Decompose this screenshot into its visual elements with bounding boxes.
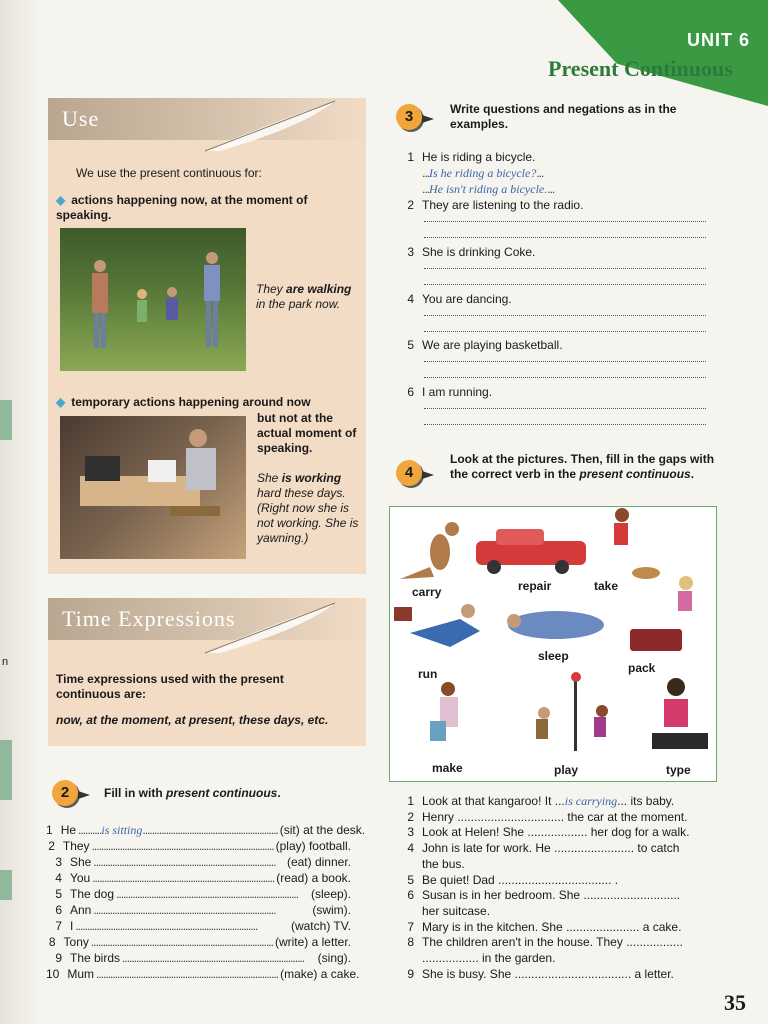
ex2-item: 8 Tony .............................................................................. (write) a letter. [48, 935, 351, 949]
label-type: type [666, 763, 691, 777]
label-take: take [594, 579, 619, 593]
time-intro: Time expressions used with the present continuous are: [56, 672, 284, 701]
exercise-3-title: Write questions and negations as in the examples. [450, 102, 677, 131]
label-play: play [554, 763, 579, 777]
ex4-item: 1 Look at that kangaroo! It ...is carrying... its baby. [407, 794, 675, 808]
ex2-item: 2 They .............................................................................. (play) football. [48, 839, 351, 853]
ex4-item: ................. in the garden. [422, 951, 556, 965]
ex4-item: 4 John is late for work. He ........................ to catch [407, 841, 680, 856]
label-carry: carry [412, 585, 442, 599]
use-point-2: ◆ temporary actions happening around now [56, 395, 311, 409]
use-point-2-cont: but not at the actual moment of speaking. [257, 411, 357, 455]
ex2-item: 4 You .............................................................................. (read) a book. [55, 871, 351, 885]
ex4-item: 8 The children aren't in the house. They ................. [407, 935, 683, 950]
answer-line[interactable] [424, 331, 706, 332]
ex4-item: 3 Look at Helen! She .................. her dog for a walk. [407, 825, 690, 840]
ex4-item: 5 Be quiet! Dad .................................. . [407, 872, 619, 887]
unit-title: Present Continuous [548, 56, 733, 81]
ex4-item: her suitcase. [422, 903, 491, 918]
time-heading: Time Expressions [62, 606, 236, 631]
ex2-item: 6 Ann .............................................................................. (swim). [55, 903, 351, 917]
page-number: 35 [724, 990, 746, 1015]
exercise-4-pictures [389, 506, 717, 782]
exercise-4-title: Look at the pictures. Then, fill in the gaps with the correct verb in the present continuous. [450, 452, 715, 481]
ex2-item: 9 The birds .............................................................................. (sing). [55, 951, 351, 965]
answer-field[interactable]: .............................................................................. [116, 887, 299, 901]
feather-pen-icon [200, 96, 340, 156]
kangaroo-picture [400, 522, 459, 579]
answer-field[interactable]: .............................................................................. [92, 871, 275, 885]
time-examples: now, at the moment, at present, these days, etc. [56, 713, 329, 727]
answer-line[interactable] [424, 315, 706, 316]
use-heading: Use [62, 106, 100, 131]
ex4-item: 7 Mary is in the kitchen. She ...................... a cake. [407, 919, 682, 934]
packing-girl-picture [630, 576, 693, 651]
margin-tab-mark [0, 400, 12, 440]
use-intro: We use the present continuous for: [76, 166, 262, 180]
answer-field[interactable]: .............................................................................. [96, 967, 279, 981]
answer-line[interactable] [424, 424, 706, 425]
label-pack: pack [628, 661, 656, 675]
answer-line[interactable] [424, 268, 706, 269]
ex2-item: 10 Mum .............................................................................. (make) a cake. [46, 967, 360, 981]
car-picture [476, 529, 586, 574]
exercise-3-badge: 3 [396, 104, 422, 130]
answer-field[interactable]: is sitting [101, 823, 143, 837]
answer-line[interactable] [424, 284, 706, 285]
ex2-item: 1 He .......... is sitting .......................................................... (sit) at the desk. [46, 823, 366, 837]
answer-line[interactable] [424, 361, 706, 362]
exercise-4-badge: 4 [396, 460, 422, 486]
ex2-item: 7 I .............................................................................. (watch) TV. [55, 919, 351, 933]
unit-banner [558, 0, 768, 106]
answer-field[interactable]: .............................................................................. [122, 951, 305, 965]
answer-field[interactable]: .............................................................................. [90, 935, 273, 949]
label-sleep: sleep [538, 649, 569, 663]
ex3-item: 4 You are dancing. [407, 292, 512, 306]
answer-field[interactable]: .............................................................................. [91, 839, 274, 853]
running-man-picture [394, 604, 480, 647]
basketball-picture [536, 672, 608, 751]
photo-family-walking [60, 228, 246, 371]
sleeping-man-picture [507, 611, 604, 639]
diamond-bullet-icon: ◆ [56, 395, 66, 409]
margin-letter: n [2, 656, 9, 668]
answer-field[interactable]: .............................................................................. [93, 855, 276, 869]
ex3-item: 3 She is drinking Coke. [407, 245, 536, 259]
girl-with-dog-picture [614, 508, 660, 579]
making-cake-picture [430, 682, 458, 741]
answer-field[interactable]: .............................................................................. [75, 919, 258, 933]
margin-tab-mark [0, 740, 12, 800]
ex3-item: 2 They are listening to the radio. [407, 198, 584, 212]
caption-working: She is working hard these days. (Right now she is not working. She is yawning.) [257, 471, 359, 545]
caption-walking: They are walking in the park now. [256, 282, 352, 311]
answer-field[interactable]: .............................................................................. [93, 903, 276, 917]
photo-woman-at-desk [60, 416, 246, 559]
diamond-bullet-icon: ◆ [56, 193, 66, 207]
typing-woman-picture [652, 678, 708, 749]
label-run: run [418, 667, 438, 681]
answer-line[interactable] [424, 237, 706, 238]
ex2-item: 3 She .............................................................................. (eat) dinner. [55, 855, 351, 869]
exercise-2-badge: 2 [52, 780, 78, 806]
ex3-item-1: 1 He is riding a bicycle. [407, 150, 536, 164]
answer-field[interactable]: is carrying [564, 794, 618, 808]
ex4-item: 9 She is busy. She ................................... a letter. [407, 966, 674, 981]
ex4-item: 2 Henry ................................ the car at the moment. [407, 809, 688, 824]
ex3-item: 5 We are playing basketball. [407, 338, 563, 352]
ex4-item: the bus. [422, 856, 465, 871]
ex3-example-question: ...Is he riding a bicycle?... [422, 166, 544, 180]
ex3-item: 6 I am running. [407, 385, 493, 399]
answer-line[interactable] [424, 221, 706, 222]
feather-pen-icon [200, 598, 340, 658]
ex2-item: 5 The dog .............................................................................. (sleep). [55, 887, 351, 901]
answer-line[interactable] [424, 408, 706, 409]
ex4-item: 6 Susan is in her bedroom. She ............................. [407, 888, 681, 903]
margin-tab-mark [0, 870, 12, 900]
label-repair: repair [518, 579, 552, 593]
ex3-example-negation: ...He isn't riding a bicycle.... [422, 182, 555, 196]
label-make: make [432, 761, 463, 775]
exercise-2-title: Fill in with present continuous. [104, 786, 281, 800]
answer-line[interactable] [424, 377, 706, 378]
unit-label: UNIT 6 [686, 30, 750, 50]
use-point-1: ◆ actions happening now, at the moment of speaking. [56, 193, 308, 222]
